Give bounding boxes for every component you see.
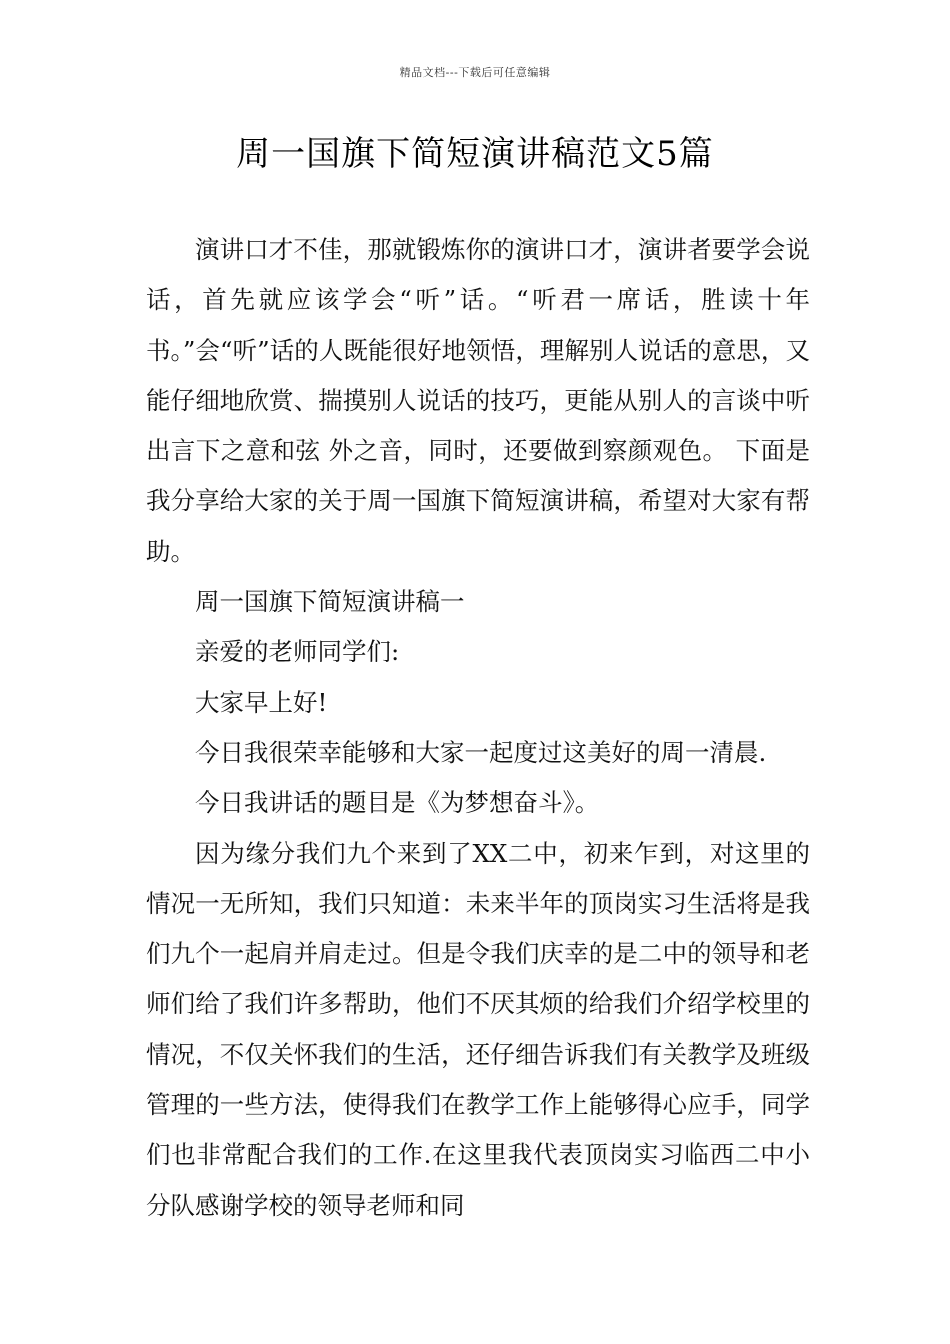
opening-line: 今日我很荣幸能够和大家一起度过这美好的周一清晨. — [195, 737, 767, 767]
salutation: 亲爱的老师同学们: — [195, 637, 400, 667]
document-title: 周一国旗下简短演讲稿范文5篇 — [236, 134, 714, 174]
intro-paragraph: 演讲口才不佳，那就锻炼你的演讲口才，演讲者要学会说话，首先就应该学会“听”话。“听君一席话，胜读十年书。”会“听”话的人既能很好地领悟，理解别人说话的意思，又能仔细地欣赏、揣摸别人说话的技巧，更能从别人的言谈中听出言下之意和弦 外之音，同时，还要做到察颜观色。 下面是我分享给大家的关于周一国旗下简短演讲稿，希望对大家有帮助。 — [146, 235, 810, 566]
greeting: 大家早上好! — [195, 687, 328, 717]
document-body — [146, 225, 810, 1231]
section-heading: 周一国旗下简短演讲稿一 — [195, 587, 465, 617]
body-paragraph: 因为缘分我们九个来到了XX二中，初来乍到，对这里的情况一无所知，我们只知道：未来半年的顶岗实习生活将是我们九个一起肩并肩走过。但是令我们庆幸的是二中的领导和老师们给了我们许多帮助，他们不厌其烦的给我们介绍学校里的情况，不仅关怀我们的生活，还仔细告诉我们有关教学及班级管理的一些方法，使得我们在教学工作上能够得心应手，同学们也非常配合我们的工作.在这里我代表顶岗实习临西二中小分队感谢学校的领导老师和同 — [146, 838, 810, 1220]
header-note: 精品文档---下载后可任意编辑 — [399, 66, 551, 79]
topic-line: 今日我讲话的题目是《为梦想奋斗》。 — [195, 788, 600, 818]
